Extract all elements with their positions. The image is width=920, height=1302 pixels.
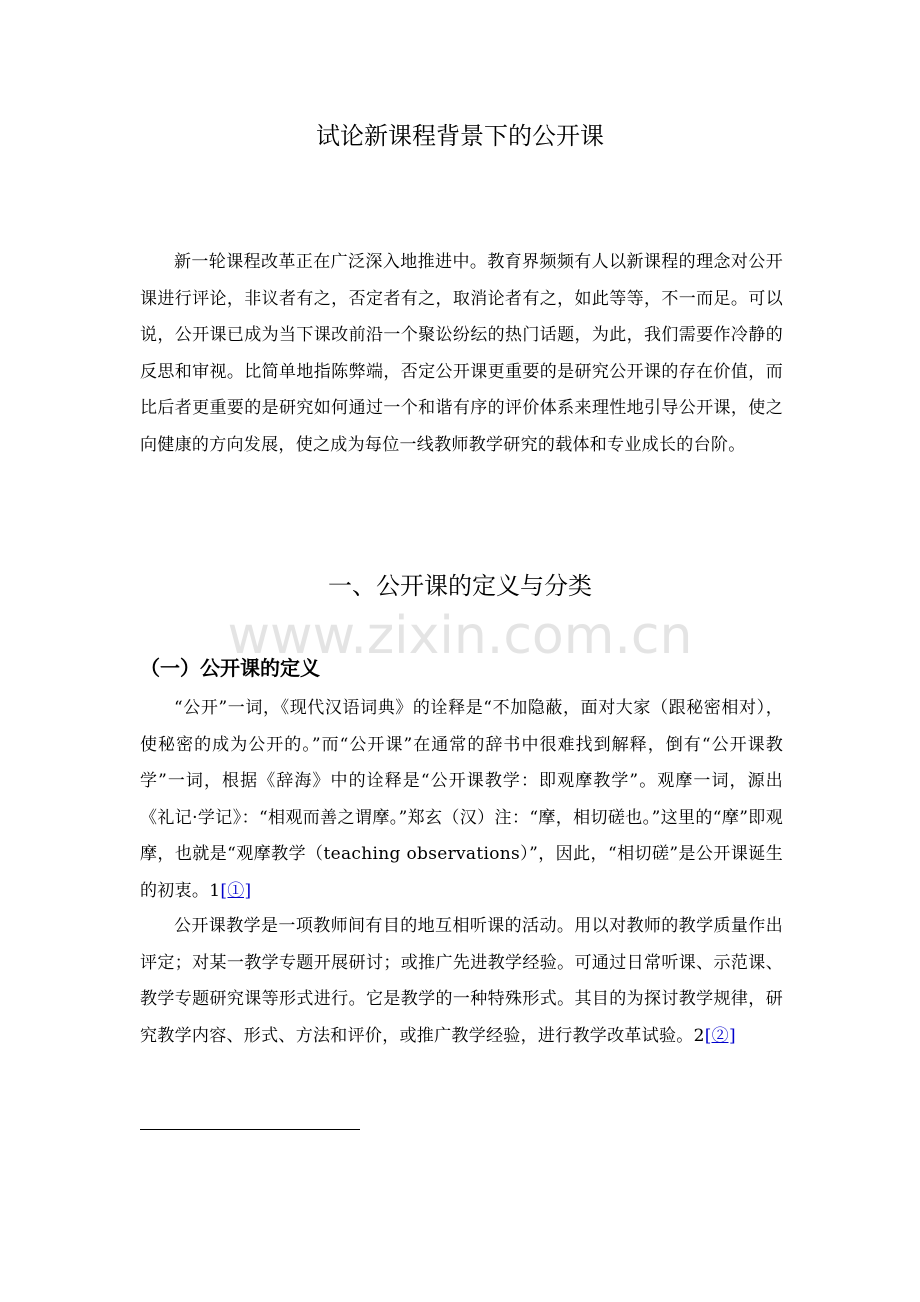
footnote-separator — [140, 1129, 360, 1130]
definition-paragraph-text: “公开”一词，《现代汉语词典》的诠释是“不加隐蔽，面对大家（跟秘密相对），使秘密的成为公开的。”而“公开课”在通常的辞书中很难找到解释，倒有“公开课教学”一词，根据《辞海》中的诠释是“公开课教学：即观摩教学”。观摩一词，源出《礼记·学记》：“相观而善之谓摩。”郑玄（汉）注：“摩，相切磋也。”这里的“摩”即观摩，也就是“观摩教学（teaching observations）”，因此，“相切磋”是公开课诞生的初衷。1 — [140, 698, 783, 901]
document-title: 试论新课程背景下的公开课 — [316, 122, 604, 150]
section-heading: 一、公开课的定义与分类 — [328, 572, 592, 600]
footnote-link-1[interactable]: [①] — [220, 880, 252, 901]
footnote-link-2[interactable]: [②] — [704, 1025, 736, 1046]
teaching-paragraph-text: 公开课教学是一项教师间有目的地互相听课的活动。用以对教师的教学质量作出评定；对某一教学专题开展研讨；或推广先进教学经验。可通过日常听课、示范课、教学专题研究课等形式进行。它是教学的一种特殊形式。其目的为探讨教学规律，研究教学内容、形式、方法和评价，或推广教学经验，进行教学改革试验。2 — [140, 916, 783, 1046]
definition-paragraph — [140, 690, 783, 909]
teaching-paragraph — [140, 908, 783, 1054]
watermark: www.zixin.com.cn — [227, 606, 693, 666]
subsection-heading: （一）公开课的定义 — [140, 656, 320, 680]
intro-paragraph: 新一轮课程改革正在广泛深入地推进中。教育界频频有人以新课程的理念对公开课进行评论，非议者有之，否定者有之，取消论者有之，如此等等，不一而足。可以说，公开课已成为当下课改前沿一个聚讼纷纭的热门话题，为此，我们需要作冷静的反思和审视。比简单地指陈弊端，否定公开课更重要的是研究公开课的存在价值，而比后者更重要的是研究如何通过一个和谐有序的评价体系来理性地引导公开课，使之向健康的方向发展，使之成为每位一线教师教学研究的载体和专业成长的台阶。 — [140, 252, 783, 455]
